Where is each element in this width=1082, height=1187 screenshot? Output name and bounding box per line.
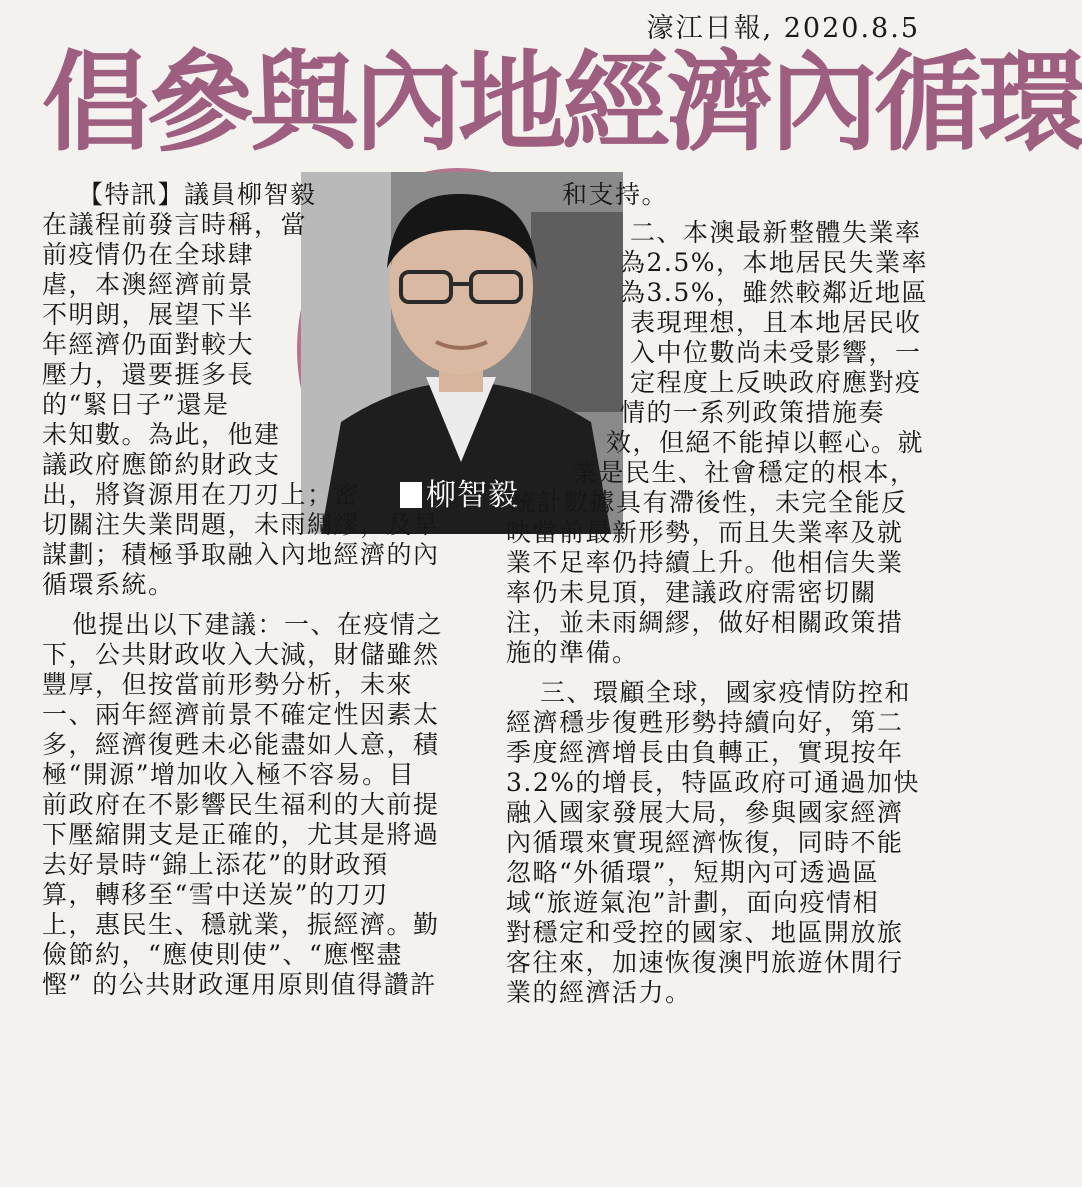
caption-marker-icon xyxy=(400,482,422,508)
article-line: 豐厚，但按當前形勢分析，未來 xyxy=(42,670,414,699)
article-line: 【特訊】議員柳智毅 xyxy=(78,180,317,209)
article-line: 融入國家發展大局，參與國家經濟 xyxy=(506,798,904,827)
article-line: 未知數。為此，他建 xyxy=(42,420,281,449)
photo-caption-text: 柳智毅 xyxy=(426,478,519,513)
article-line: 定程度上反映政府應對疫 xyxy=(630,368,922,397)
article-line: 率仍未見頂，建議政府需密切關 xyxy=(506,578,878,607)
article-line: 業的經濟活力。 xyxy=(506,978,692,1007)
article-line: 業是民生、社會穩定的根本， xyxy=(572,458,917,487)
article-line: 映當前最新形勢，而且失業率及就 xyxy=(506,518,904,547)
article-line: 年經濟仍面對較大 xyxy=(42,330,255,359)
article-line: 對穩定和受控的國家、地區開放旅 xyxy=(506,918,904,947)
article-line: 謀劃；積極爭取融入內地經濟的內 xyxy=(42,540,440,569)
article-line: 三、環顧全球，國家疫情防控和 xyxy=(540,678,912,707)
article-line: 一、兩年經濟前景不確定性因素太 xyxy=(42,700,440,729)
article-line: 為2.5%，本地居民失業率 xyxy=(620,248,929,277)
article-line: 下，公共財政收入大減，財儲雖然 xyxy=(42,640,440,669)
article-line: 出，將資源用在刀刃上；密 xyxy=(42,480,361,509)
article-line: 二、本澳最新整體失業率 xyxy=(630,218,922,247)
article-line: 效，但絕不能掉以輕心。就 xyxy=(606,428,925,457)
headline: 倡參與內地經濟內循環 xyxy=(42,41,1082,166)
article-line: 注，並未雨綢繆，做好相關政策措 xyxy=(506,608,904,637)
article-line: 不明朗，展望下半 xyxy=(42,300,255,329)
article-line: 在議程前發言時稱，當 xyxy=(42,210,308,239)
article-line: 入中位數尚未受影響，一 xyxy=(630,338,922,367)
article-line: 內循環來實現經濟恢復，同時不能 xyxy=(506,828,904,857)
article-line: 切關注失業問題，未雨綢繆，及早 xyxy=(42,510,440,539)
article-line: 前疫情仍在全球肆 xyxy=(42,240,255,269)
article-line: 下壓縮開支是正確的，尤其是將過 xyxy=(42,820,440,849)
article-line: 業不足率仍持續上升。他相信失業 xyxy=(506,548,904,577)
article-line: 多，經濟復甦未必能盡如人意，積 xyxy=(42,730,440,759)
article-line: 虐，本澳經濟前景 xyxy=(42,270,255,299)
article-line: 前政府在不影響民生福利的大前提 xyxy=(42,790,440,819)
article-line: 忽略“外循環”，短期內可透過區 xyxy=(506,858,880,887)
article-line: 去好景時“錦上添花”的財政預 xyxy=(42,850,389,879)
article-line: 算，轉移至“雪中送炭”的刀刃 xyxy=(42,880,389,909)
article-line: 他提出以下建議：一、在疫情之 xyxy=(72,610,444,639)
article-line: 季度經濟增長由負轉正，實現按年 xyxy=(506,738,904,767)
article-line: 情的一系列政策措施奏 xyxy=(620,398,886,427)
article-line: 儉節約，“應使則使”、“應慳盡 xyxy=(42,940,403,969)
article-line: 表現理想，且本地居民收 xyxy=(630,308,922,337)
article-line: 施的準備。 xyxy=(506,638,639,667)
article-line: 經濟穩步復甦形勢持續向好，第二 xyxy=(506,708,904,737)
article-line: 的“緊日子”還是 xyxy=(42,390,230,419)
article-line: 客往來，加速恢復澳門旅遊休閒行 xyxy=(506,948,904,977)
article-line: 域“旅遊氣泡”計劃，面向疫情相 xyxy=(506,888,880,917)
article-line: 和支持。 xyxy=(562,180,669,209)
photo-caption xyxy=(400,470,519,514)
article-line: 壓力，還要捱多長 xyxy=(42,360,255,389)
article-line: 為3.5%，雖然較鄰近地區 xyxy=(620,278,929,307)
article-line: 慳” 的公共財政運用原則值得讚許 xyxy=(42,970,437,999)
article-line: 議政府應節約財政支 xyxy=(42,450,281,479)
article-line: 循環系統。 xyxy=(42,570,175,599)
article-line: 3.2%的增長，特區政府可通過加快 xyxy=(506,768,921,797)
article-line: 統計數據具有滯後性，未完全能反 xyxy=(510,488,908,517)
article-line: 極“開源”增加收入極不容易。目 xyxy=(42,760,416,789)
article-line: 上，惠民生、穩就業，振經濟。勤 xyxy=(42,910,440,939)
dateline: 濠江日報, 2020.8.5 xyxy=(646,13,920,44)
